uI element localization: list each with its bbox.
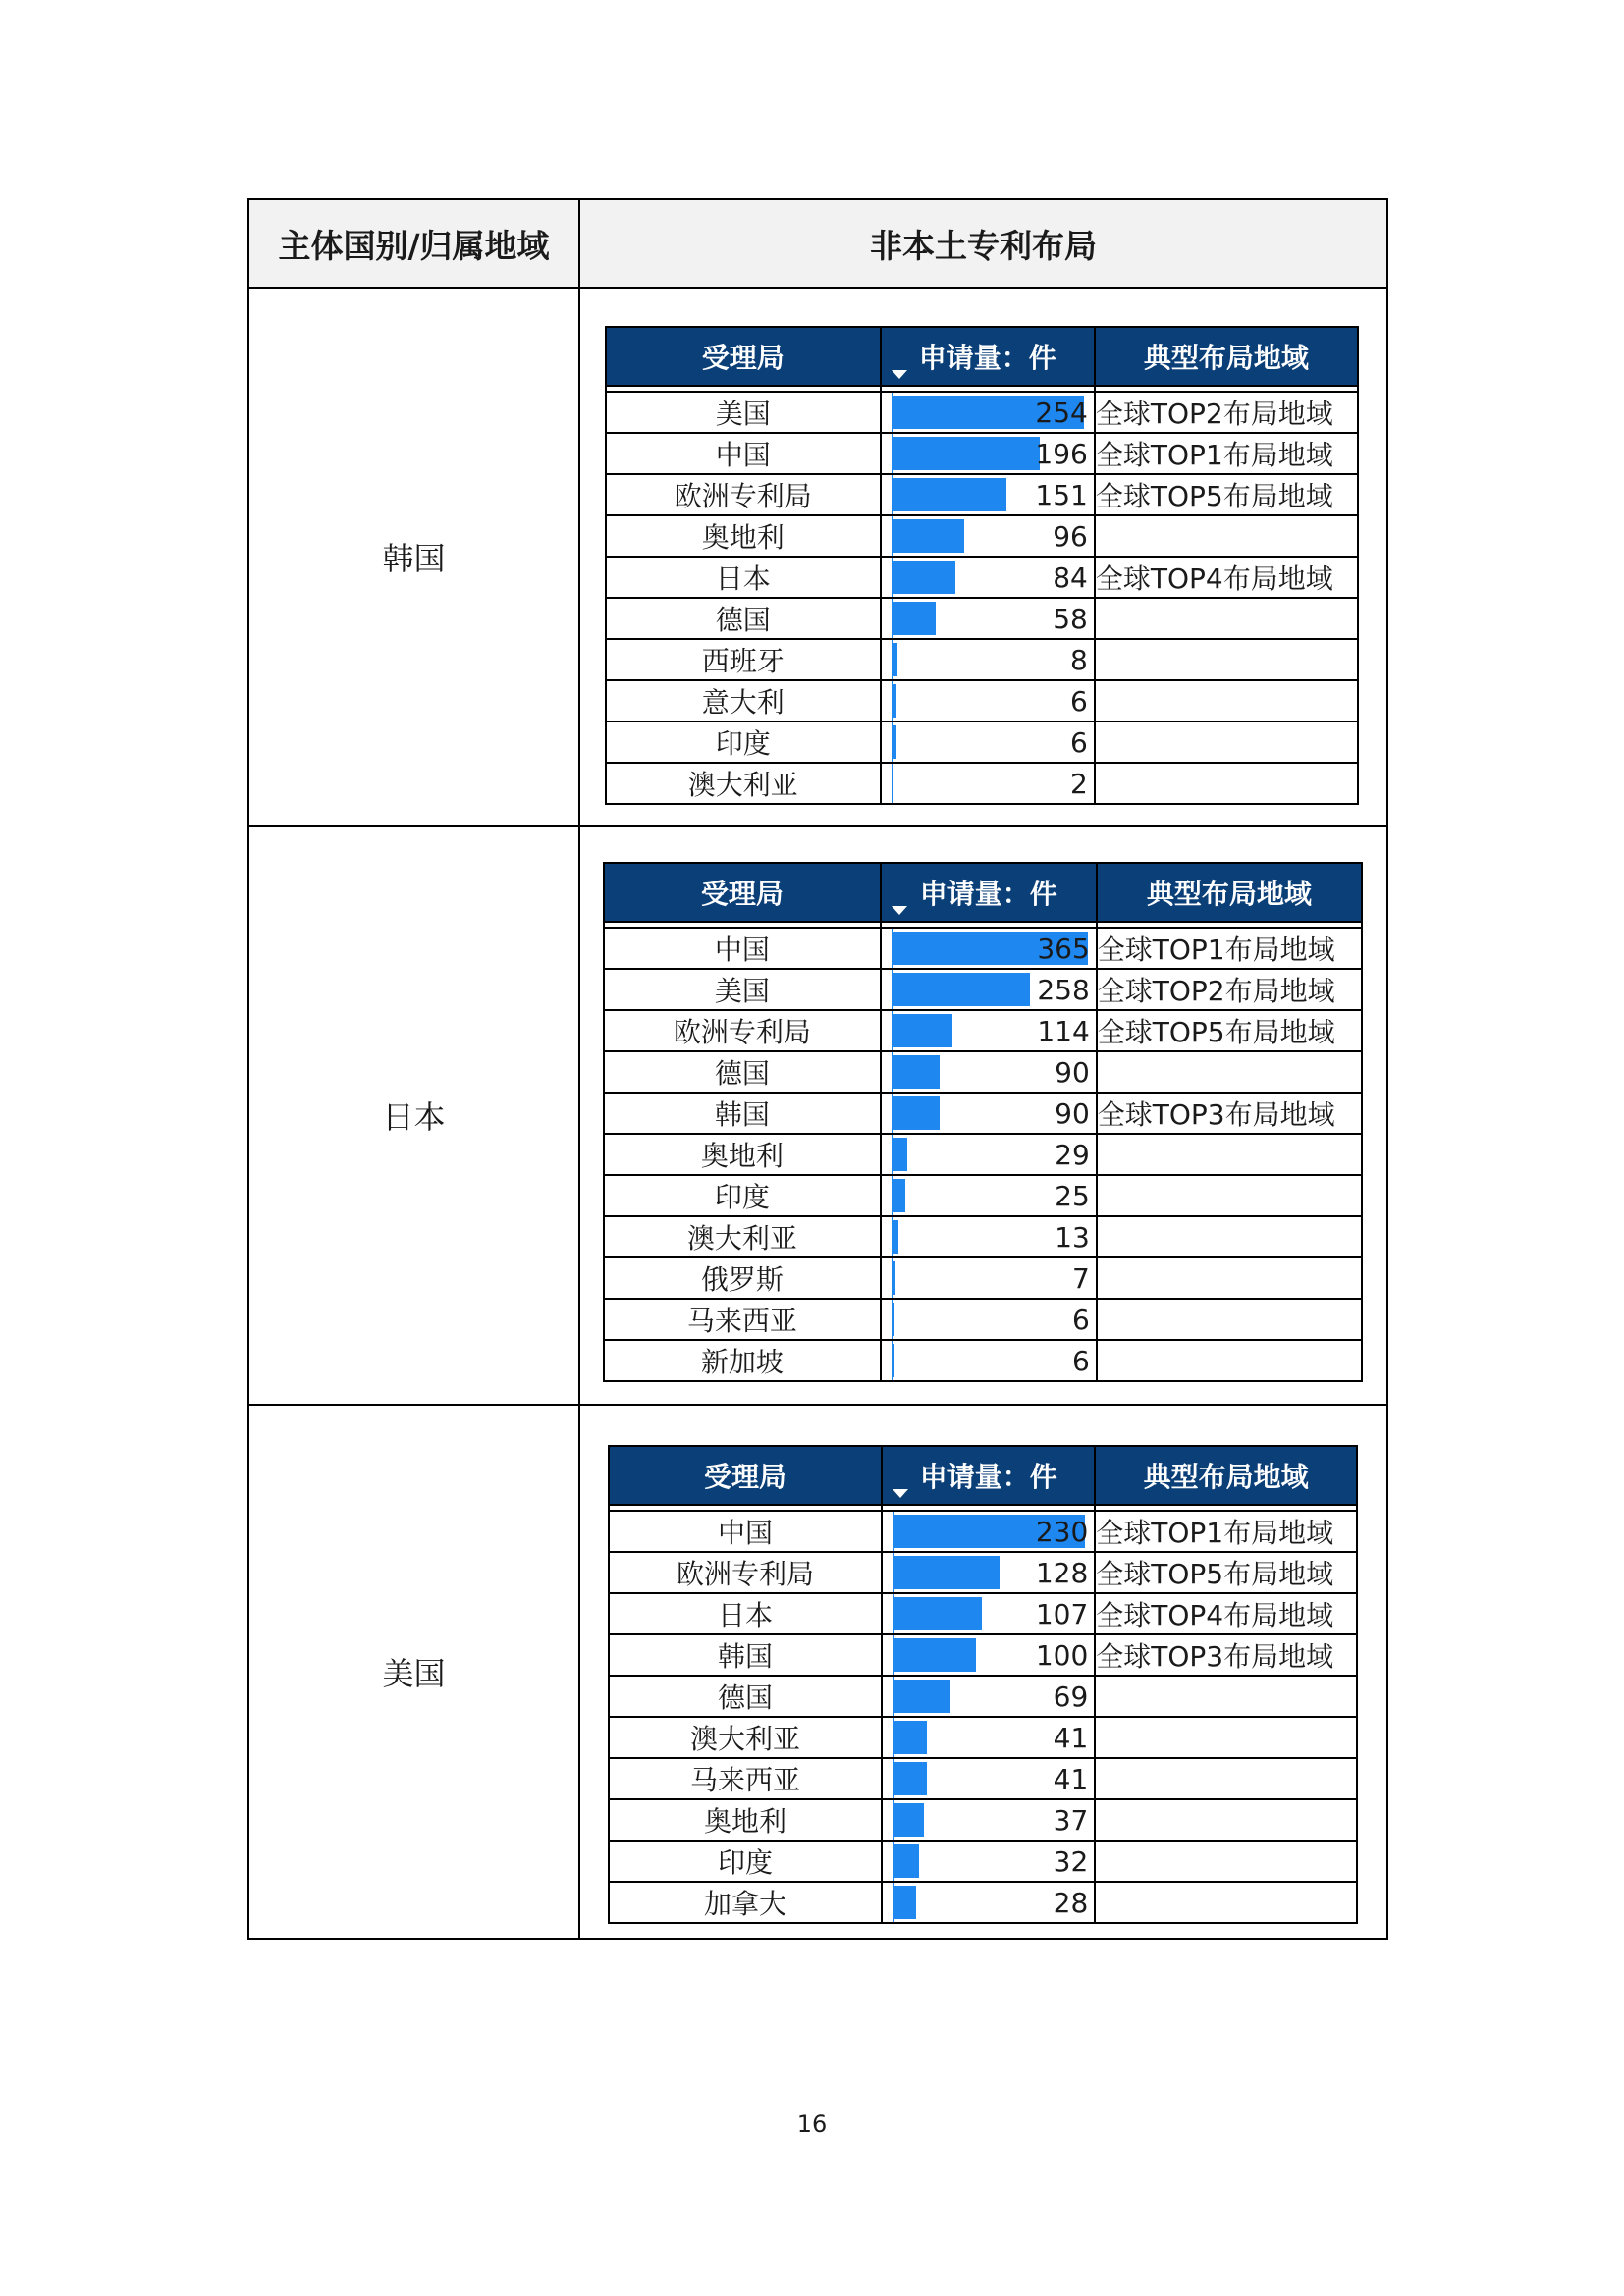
typical-region <box>1097 1051 1362 1093</box>
office-name: 欧洲专利局 <box>604 1010 881 1051</box>
row-usa <box>248 1405 1387 1939</box>
count-cell <box>881 598 1095 639</box>
table-row <box>604 1093 1362 1134</box>
count-value: 7 <box>1071 1261 1090 1295</box>
office-name: 奥地利 <box>609 1799 882 1841</box>
count-bar <box>893 1597 982 1630</box>
count-cell <box>881 1299 1097 1340</box>
count-value: 8 <box>1070 643 1088 676</box>
header-office: 受理局 <box>604 863 881 922</box>
count-value: 90 <box>1055 1096 1090 1130</box>
office-name: 美国 <box>606 392 881 433</box>
count-value: 41 <box>1053 1721 1089 1754</box>
header-region: 典型布局地域 <box>1095 327 1358 386</box>
count-cell <box>881 1010 1097 1051</box>
table-row <box>609 1634 1357 1676</box>
country-cell: 日本 <box>248 826 579 1405</box>
office-name: 印度 <box>604 1175 881 1216</box>
count-bar <box>892 1261 895 1295</box>
count-value: 32 <box>1053 1844 1089 1878</box>
office-name: 欧洲专利局 <box>606 474 881 515</box>
count-value: 114 <box>1037 1014 1090 1047</box>
office-name: 德国 <box>606 598 881 639</box>
count-bar <box>893 1803 924 1837</box>
count-cell <box>881 433 1095 474</box>
table-row <box>604 969 1362 1010</box>
count-value: 196 <box>1035 437 1088 470</box>
page-number: 16 <box>796 2110 828 2138</box>
count-value: 6 <box>1071 1344 1090 1377</box>
office-name: 中国 <box>606 433 881 474</box>
count-bar <box>892 684 896 718</box>
table-row <box>606 515 1358 557</box>
count-bar <box>892 561 955 594</box>
count-bar <box>892 478 1006 511</box>
table-row <box>604 1051 1362 1093</box>
count-bar <box>892 1344 894 1377</box>
count-cell <box>881 1216 1097 1257</box>
office-name: 印度 <box>606 721 881 763</box>
count-bar <box>892 1014 952 1047</box>
typical-region <box>1095 1882 1357 1923</box>
count-value: 128 <box>1035 1556 1089 1589</box>
count-value: 6 <box>1070 684 1088 718</box>
office-name: 韩国 <box>609 1634 882 1676</box>
office-name: 澳大利亚 <box>606 763 881 804</box>
count-value: 69 <box>1053 1680 1089 1713</box>
table-row <box>606 474 1358 515</box>
typical-region <box>1095 1676 1357 1717</box>
count-value: 29 <box>1055 1138 1090 1171</box>
header-office: 受理局 <box>606 327 881 386</box>
count-bar <box>893 1721 927 1754</box>
count-bar <box>892 1303 894 1336</box>
count-bar <box>892 1096 940 1130</box>
count-cell <box>881 1175 1097 1216</box>
office-name: 奥地利 <box>604 1134 881 1175</box>
count-bar <box>892 437 1040 470</box>
typical-region <box>1095 1717 1357 1758</box>
count-value: 151 <box>1035 478 1088 511</box>
typical-region <box>1095 598 1358 639</box>
count-cell <box>882 1882 1095 1923</box>
header-office: 受理局 <box>609 1446 882 1505</box>
count-value: 365 <box>1037 932 1090 965</box>
count-bar <box>892 1055 940 1089</box>
count-cell <box>881 969 1097 1010</box>
typical-region <box>1095 1799 1357 1841</box>
table-row <box>606 557 1358 598</box>
header-country: 主体国别/归属地域 <box>248 199 579 288</box>
count-cell <box>882 1634 1095 1676</box>
typical-region <box>1095 1758 1357 1799</box>
count-cell <box>881 1257 1097 1299</box>
count-value: 58 <box>1053 602 1088 635</box>
count-cell <box>882 1676 1095 1717</box>
typical-region: 全球TOP2布局地域 <box>1097 969 1362 1010</box>
table-row <box>609 1717 1357 1758</box>
office-name: 新加坡 <box>604 1340 881 1381</box>
office-name: 俄罗斯 <box>604 1257 881 1299</box>
table-row <box>609 1593 1357 1634</box>
office-name: 日本 <box>606 557 881 598</box>
office-name: 中国 <box>609 1511 882 1552</box>
count-value: 2 <box>1070 767 1088 800</box>
typical-region <box>1095 721 1358 763</box>
table-row <box>609 1841 1357 1882</box>
office-name: 马来西亚 <box>604 1299 881 1340</box>
typical-region: 全球TOP3布局地域 <box>1095 1634 1357 1676</box>
typical-region <box>1097 1216 1362 1257</box>
office-name: 西班牙 <box>606 639 881 680</box>
count-value: 100 <box>1035 1638 1089 1672</box>
count-bar <box>892 643 897 676</box>
table-row <box>604 1175 1362 1216</box>
table-row <box>606 639 1358 680</box>
count-cell <box>881 1093 1097 1134</box>
count-cell <box>881 515 1095 557</box>
table-row <box>604 928 1362 969</box>
table-row <box>606 721 1358 763</box>
count-value: 230 <box>1035 1515 1089 1548</box>
count-value: 28 <box>1053 1886 1089 1919</box>
count-cell <box>882 1717 1095 1758</box>
count-cell <box>881 474 1095 515</box>
count-value: 6 <box>1070 725 1088 759</box>
count-bar <box>893 1762 927 1795</box>
table-row <box>604 1216 1362 1257</box>
inner-cell <box>579 1405 1387 1939</box>
count-cell <box>881 557 1095 598</box>
table-row <box>606 598 1358 639</box>
office-name: 德国 <box>609 1676 882 1717</box>
count-bar <box>892 725 896 759</box>
header-count: 申请量：件 <box>882 1446 1095 1505</box>
count-value: 37 <box>1053 1803 1089 1837</box>
count-cell <box>882 1841 1095 1882</box>
inner-header-row <box>606 327 1358 386</box>
count-bar <box>893 1886 916 1919</box>
count-value: 41 <box>1053 1762 1089 1795</box>
count-bar <box>892 602 936 635</box>
table-row <box>609 1676 1357 1717</box>
header-region: 典型布局地域 <box>1095 1446 1357 1505</box>
typical-region: 全球TOP5布局地域 <box>1097 1010 1362 1051</box>
patent-layout-table <box>247 198 1388 1940</box>
office-name: 加拿大 <box>609 1882 882 1923</box>
typical-region <box>1097 1134 1362 1175</box>
office-name: 美国 <box>604 969 881 1010</box>
count-bar <box>892 1220 898 1254</box>
table-row <box>604 1134 1362 1175</box>
typical-region <box>1097 1175 1362 1216</box>
typical-region <box>1095 763 1358 804</box>
table-row <box>609 1758 1357 1799</box>
office-name: 中国 <box>604 928 881 969</box>
country-cell: 韩国 <box>248 288 579 826</box>
count-value: 84 <box>1053 561 1088 594</box>
typical-region: 全球TOP2布局地域 <box>1095 392 1358 433</box>
count-cell <box>882 1511 1095 1552</box>
count-value: 254 <box>1035 396 1088 429</box>
office-name: 欧洲专利局 <box>609 1552 882 1593</box>
count-bar <box>892 973 1030 1006</box>
count-value: 96 <box>1053 519 1088 553</box>
count-bar <box>893 1680 950 1713</box>
office-name: 德国 <box>604 1051 881 1093</box>
count-cell <box>881 928 1097 969</box>
typical-region: 全球TOP3布局地域 <box>1097 1093 1362 1134</box>
typical-region: 全球TOP4布局地域 <box>1095 557 1358 598</box>
office-name: 意大利 <box>606 680 881 721</box>
count-bar <box>893 1638 976 1672</box>
typical-region <box>1097 1257 1362 1299</box>
office-name: 韩国 <box>604 1093 881 1134</box>
office-name: 马来西亚 <box>609 1758 882 1799</box>
table-row <box>604 1257 1362 1299</box>
count-value: 13 <box>1055 1220 1090 1254</box>
outer-header-row <box>248 199 1387 288</box>
inner-cell <box>579 288 1387 826</box>
count-cell <box>881 1134 1097 1175</box>
count-cell <box>882 1593 1095 1634</box>
count-value: 90 <box>1055 1055 1090 1089</box>
count-cell <box>881 1051 1097 1093</box>
table-row <box>606 433 1358 474</box>
table-row <box>609 1799 1357 1841</box>
count-cell <box>881 721 1095 763</box>
header-count: 申请量：件 <box>881 327 1095 386</box>
count-bar <box>892 519 964 553</box>
table-row <box>606 392 1358 433</box>
usa-office-table <box>608 1445 1358 1924</box>
table-row <box>606 763 1358 804</box>
count-value: 25 <box>1055 1179 1090 1212</box>
typical-region <box>1095 680 1358 721</box>
typical-region <box>1097 1299 1362 1340</box>
office-name: 日本 <box>609 1593 882 1634</box>
count-value: 6 <box>1071 1303 1090 1336</box>
table-row <box>609 1511 1357 1552</box>
japan-office-table <box>603 862 1363 1382</box>
korea-office-table <box>605 326 1359 805</box>
typical-region: 全球TOP1布局地域 <box>1095 433 1358 474</box>
table-row <box>604 1340 1362 1381</box>
table-row <box>609 1882 1357 1923</box>
count-bar <box>892 1179 905 1212</box>
office-name: 奥地利 <box>606 515 881 557</box>
inner-cell <box>579 826 1387 1405</box>
typical-region: 全球TOP5布局地域 <box>1095 1552 1357 1593</box>
table-row <box>606 680 1358 721</box>
typical-region <box>1095 639 1358 680</box>
office-name: 澳大利亚 <box>609 1717 882 1758</box>
typical-region: 全球TOP5布局地域 <box>1095 474 1358 515</box>
typical-region <box>1097 1340 1362 1381</box>
count-cell <box>881 392 1095 433</box>
count-value: 258 <box>1037 973 1090 1006</box>
count-cell <box>882 1758 1095 1799</box>
typical-region: 全球TOP1布局地域 <box>1095 1511 1357 1552</box>
row-korea <box>248 288 1387 826</box>
header-layout: 非本土专利布局 <box>579 199 1387 288</box>
count-cell <box>881 1340 1097 1381</box>
header-count: 申请量：件 <box>881 863 1097 922</box>
header-region: 典型布局地域 <box>1097 863 1362 922</box>
typical-region <box>1095 515 1358 557</box>
table-row <box>609 1552 1357 1593</box>
typical-region: 全球TOP1布局地域 <box>1097 928 1362 969</box>
inner-header-row <box>609 1446 1357 1505</box>
count-cell <box>881 639 1095 680</box>
typical-region: 全球TOP4布局地域 <box>1095 1593 1357 1634</box>
count-cell <box>881 763 1095 804</box>
count-cell <box>882 1799 1095 1841</box>
inner-header-row <box>604 863 1362 922</box>
count-bar <box>892 767 893 800</box>
country-cell: 美国 <box>248 1405 579 1939</box>
office-name: 印度 <box>609 1841 882 1882</box>
typical-region <box>1095 1841 1357 1882</box>
office-name: 澳大利亚 <box>604 1216 881 1257</box>
count-value: 107 <box>1035 1597 1089 1630</box>
count-cell <box>882 1552 1095 1593</box>
count-bar <box>892 1138 907 1171</box>
table-row <box>604 1010 1362 1051</box>
table-row <box>604 1299 1362 1340</box>
count-bar <box>893 1556 1000 1589</box>
count-bar <box>893 1844 919 1878</box>
row-japan <box>248 826 1387 1405</box>
count-cell <box>881 680 1095 721</box>
